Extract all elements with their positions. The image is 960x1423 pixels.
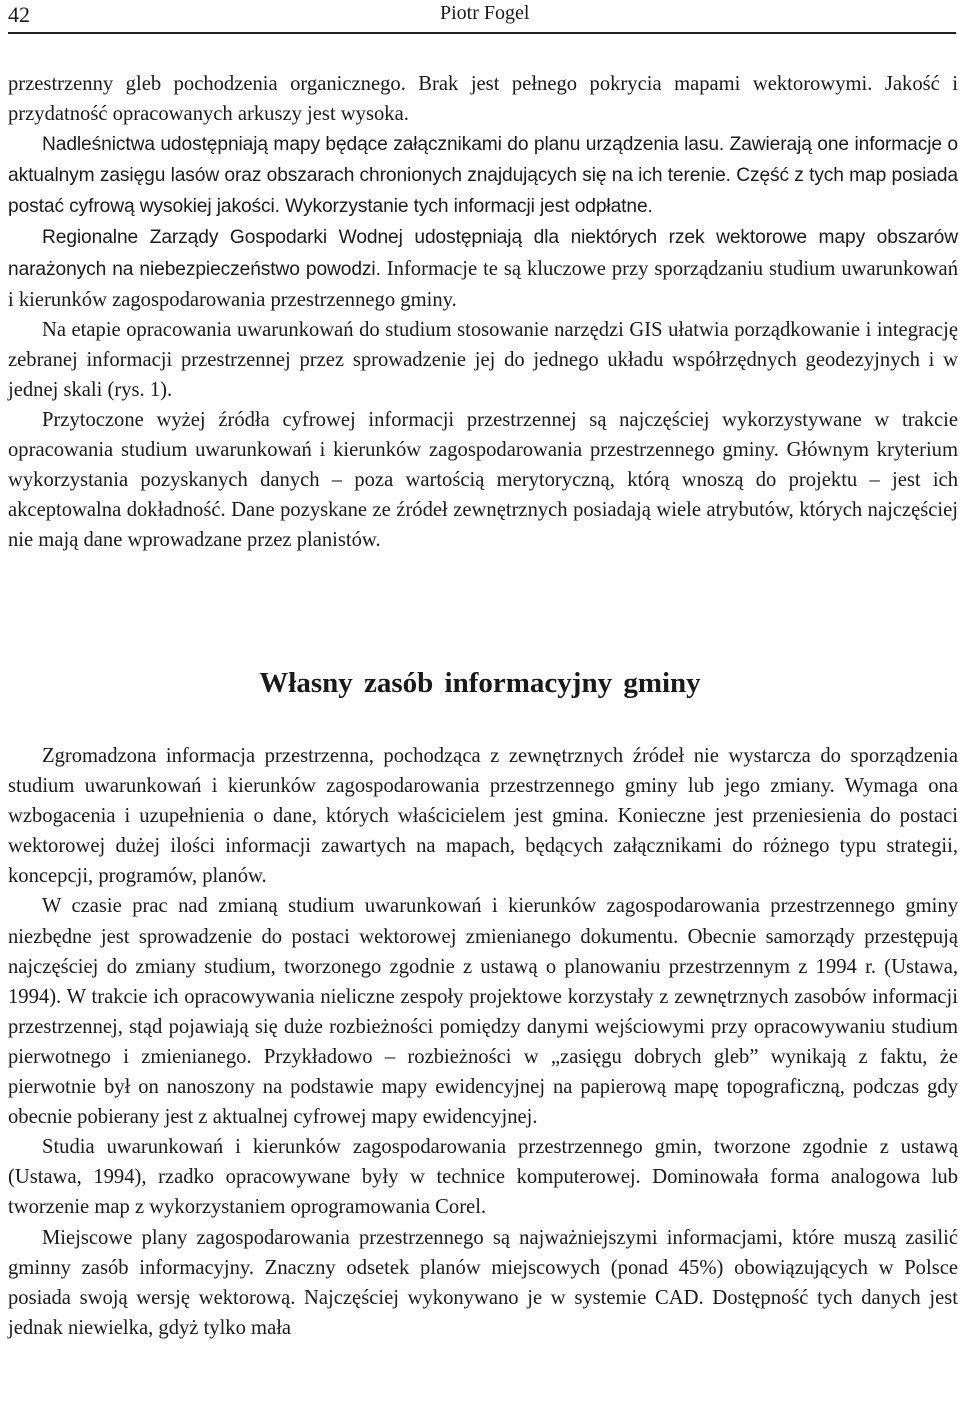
paragraph: Studia uwarunkowań i kierunków zagospodarowania przestrzennego gmin, tworzone zgodnie z ustawą (Ustawa, 1994), rzadko opracowywane były w technice komputerowej. Dominowała forma analogowa lub tworzenie map z wykorzystaniem oprogramowania Corel. [8,1136,958,1219]
paragraph-text: Nadleśnictwa udostępniają mapy będące załącznikami do planu urządzenia lasu. Zawierają one informacje o aktualnym zasięgu lasów oraz obszarach chronionych znajdujących się na ich terenie. Część z tych map posiada postać cyfrową wysokiej jakości. Wykorzystanie tych informacji jest odpłatne. [8,134,958,218]
paragraph-text: przestrzenny gleb pochodzenia organicznego. Brak jest pełnego pokrycia mapami wektorowymi. Jakość i przydatność opracowanych arkuszy jest wysoka. [8,73,958,126]
paragraph-text: Na etapie opracowania uwarunkowań do studium stosowanie narzędzi GIS ułatwia porządkowanie i integrację zebranej informacji przestrzennej przez sprowadzenie jej do jednego układu współrzędnych geodezyjnych i w jednej skali (rys. 1). [8,318,958,401]
running-head-author: Piotr Fogel [440,2,530,24]
paragraph: W czasie prac nad zmianą studium uwarunkowań i kierunków zagospodarowania przestrzennego gminy niezbędne jest sprowadzenie do postaci wektorowej zmienianego dokumentu. Obecnie samorządy przestępują najczęściej do zmiany studium, tworzonego zgodnie z ustawą o planowaniu przestrzennym z 1994 r. (Ustawa, 1994). W trakcie ich opracowywania nieliczne zespoły projektowe korzystały z zewnętrznych zasobów informacji przestrzennej, stąd pojawiają się duże rozbieżności pomiędzy danymi wejściowymi przy opracowywaniu studium pierwotnego i zmienianego. Przykładowo – rozbieżności w „zasięgu dobrych gleb” wynikają z faktu, że pierwotnie był on nanoszony na podstawie mapy ewidencyjnej na papierową mapę topograficzną, podczas gdy obecnie pobierany jest z aktualnej cyfrowej mapy ewidencyjnej. [8,895,958,1129]
paragraph-text: Przytoczone wyżej źródła cyfrowej informacji przestrzennej są najczęściej wykorzystywane w trakcie opracowania studium uwarunkowań i kierunków zagospodarowania przestrzennego gminy. Głównym kryterium wykorzystania pozyskanych danych – poza wartością merytoryczną, którą wnoszą do projektu – jest ich akceptowalna dokładność. Dane pozyskane ze źródeł zewnętrznych posiadają wiele atrybutów, których najczęściej nie mają dane wprowadzane przez planistów. [8,409,958,552]
top-text-block [8,69,958,556]
paragraph: Miejscowe plany zagospodarowania przestrzennego są najważniejszymi informacjami, które muszą zasilić gminny zasób informacyjny. Znaczny odsetek planów miejscowych (ponad 45%) obowiązujących w Polsce posiada swoją wersję wektorową. Najczęściej wykonywano je w systemie CAD. Dostępność tych danych jest jednak niewielka, gdyż tylko mała [8,1226,958,1339]
section-text-block [8,741,958,1343]
paragraph [8,405,958,555]
running-header [8,0,956,30]
paragraph [8,129,958,222]
paragraph-text: Informacje te są kluczowe przy sporządzaniu studium uwarunkowań i kierunków zagospodarowania przestrzennego gminy. [8,257,958,311]
header-rule [8,32,956,34]
paragraph [8,315,958,405]
section-heading: Własny zasób informacyjny gminy [259,667,701,699]
paragraph-text: Regionalne Zarządy Gospodarki Wodnej udostępniają dla niektórych rzek wektorowe mapy obszarów narażonych na niebezpieczeństwo powodzi. [8,227,958,280]
paragraph [8,69,958,129]
paragraph: Zgromadzona informacja przestrzenna, pochodząca z zewnętrznych źródeł nie wystarcza do sporządzenia studium uwarunkowań i kierunków zagospodarowania przestrzennego gminy lub jego zmiany. Wymaga ona wzbogacenia i uzupełnienia o dane, których właścicielem jest gmina. Konieczne jest przeniesienia do postaci wektorowej dużej ilości informacji zawartych na mapach, będących załącznikami do różnego typu strategii, koncepcji, programów, planów. [8,745,958,888]
page-number: 42 [8,2,30,27]
paragraph [8,222,958,314]
